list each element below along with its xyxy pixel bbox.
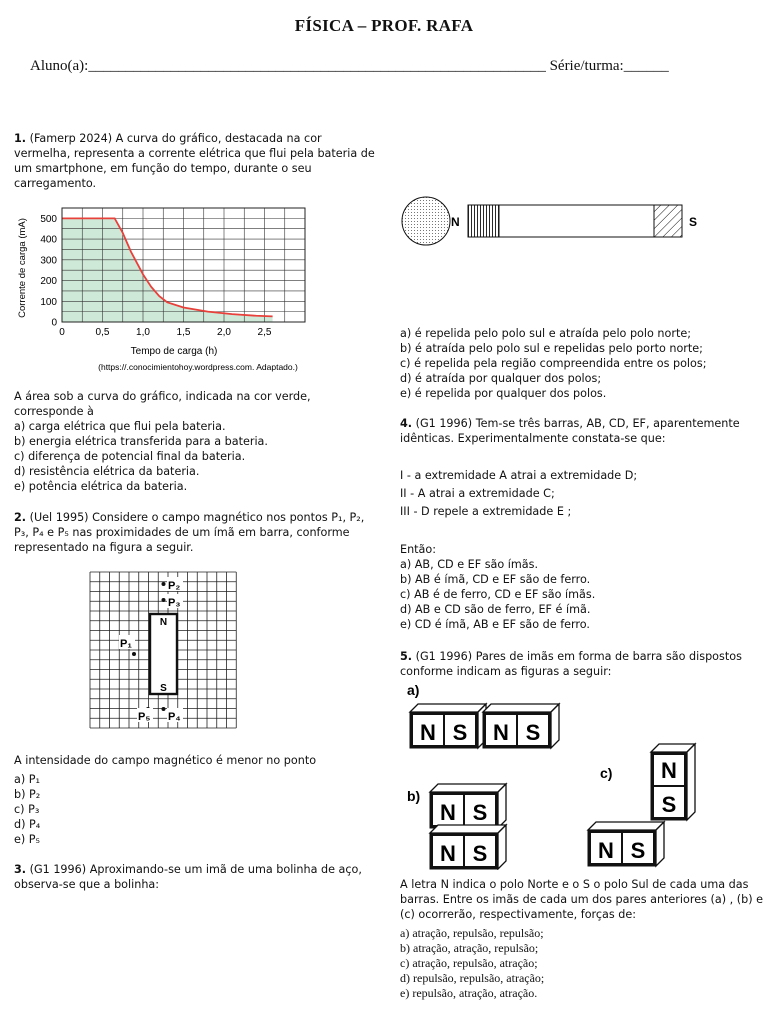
q5-after-line: A letra N indica o polo Norte e o S o polo Sul de cada uma das xyxy=(400,878,749,891)
question-5-options xyxy=(400,877,762,1001)
q2-line: (Uel 1995) Considere o campo magnético nos pontos P₁, P₂, xyxy=(29,511,365,524)
svg-text:S: S xyxy=(472,800,488,825)
question-5-text xyxy=(400,649,760,679)
question-3-options xyxy=(400,326,760,401)
option-a: a) P₁ xyxy=(14,773,41,786)
chart-x-tick-label: 1,0 xyxy=(136,327,150,338)
q5-line: conforme indicam as figuras a seguir: xyxy=(400,665,612,678)
option-a: a) carga elétrica que flui pela bateria. xyxy=(14,420,226,433)
svg-text:S: S xyxy=(452,720,468,745)
option-b: b) AB é ímã, CD e EF são de ferro. xyxy=(400,573,591,586)
q1-after-line: corresponde à xyxy=(14,405,94,418)
chart-x-tick-label: 0,5 xyxy=(95,327,110,338)
magnet-pairs-figure xyxy=(398,680,762,870)
option-b: b) atração, atração, repulsão; xyxy=(400,941,539,955)
page-title: FÍSICA – PROF. RAFA xyxy=(294,16,474,35)
svg-text:S: S xyxy=(525,720,541,745)
question-2-text xyxy=(14,510,374,555)
point-p2 xyxy=(162,582,166,586)
chart-x-axis-label: Tempo de carga (h) xyxy=(130,346,218,357)
svg-text:N: N xyxy=(661,758,677,783)
q1-line: (Famerp 2024) A curva do gráfico, destacada na cor xyxy=(29,132,322,145)
option-b: b) é atraída pelo polo sul e repelidas pelo porto norte; xyxy=(400,342,703,355)
question-4-text xyxy=(400,416,760,446)
label-b: b) xyxy=(407,788,421,804)
charging-current-chart xyxy=(14,205,314,377)
question-4-options xyxy=(400,542,760,632)
svg-text:N: N xyxy=(420,720,436,745)
svg-text:S: S xyxy=(661,792,677,817)
point-p3 xyxy=(162,598,166,602)
q3-line: (G1 1996) Aproximando-se um imã de uma bolinha de aço, xyxy=(29,863,362,876)
then-label: Então: xyxy=(400,543,437,556)
north-pole-label: N xyxy=(159,617,168,628)
steel-ball xyxy=(402,197,450,245)
magnet-b-1 xyxy=(430,784,506,828)
q5-after-line: (c) ocorrerão, respectivamente, forças de: xyxy=(400,908,637,921)
south-pole-label: S xyxy=(689,215,698,229)
q2-line: P₃, P₄ e P₅ nas proximidades de um ímã em barra, conforme xyxy=(14,526,350,539)
option-e: e) P₅ xyxy=(14,833,41,846)
q2-line: representado na figura a seguir. xyxy=(14,541,194,554)
bar-magnet xyxy=(468,205,682,237)
svg-text:N: N xyxy=(440,841,456,866)
q5-after-line: barras. Entre os imãs de cada um dos pares anteriores (a) , (b) e xyxy=(400,893,763,906)
chart-y-tick-label: 0 xyxy=(51,317,57,329)
chart-y-tick-label: 100 xyxy=(40,296,57,308)
svg-text:S: S xyxy=(630,838,646,863)
q1-line: um smartphone, em função do tempo, durante o seu xyxy=(14,162,312,175)
question-3-text xyxy=(14,862,374,892)
chart-x-tick-label: 2,5 xyxy=(257,327,272,338)
option-e: e) CD é ímã, AB e EF são de ferro. xyxy=(400,618,590,631)
option-a: a) é repelida pelo polo sul e atraída pelo polo norte; xyxy=(400,327,691,340)
question-1-number: 1. xyxy=(14,132,27,145)
fact-i: I - a extremidade A atrai a extremidade D; xyxy=(400,469,638,482)
svg-text:S: S xyxy=(472,841,488,866)
option-e: e) potência elétrica da bateria. xyxy=(14,480,188,493)
q1-line: carregamento. xyxy=(14,177,97,190)
south-pole-label: S xyxy=(160,683,167,694)
label-p5: P₅ xyxy=(138,711,151,723)
option-d: d) repulsão, repulsão, atração; xyxy=(400,971,545,985)
option-b: b) energia elétrica transferida para a bateria. xyxy=(14,435,268,448)
chart-y-tick-label: 200 xyxy=(40,276,57,288)
question-3-number: 3. xyxy=(14,863,27,876)
chart-y-tick-label: 400 xyxy=(40,234,57,246)
q1-after-line: A área sob a curva do gráfico, indicada na cor verde, xyxy=(14,390,311,403)
bar-magnet-grid-figure xyxy=(88,570,240,736)
student-line: Aluno(a):_____________________________________________________________ Série/turma:______ xyxy=(30,58,669,74)
option-c: c) AB é de ferro, CD e EF são ímãs. xyxy=(400,588,596,601)
q4-line: idênticas. Experimentalmente constata-se que: xyxy=(400,432,666,445)
magnet-c-horizontal xyxy=(588,822,664,866)
magnet-a-1 xyxy=(410,704,486,748)
label-p2: P₂ xyxy=(168,580,181,592)
option-e: e) repulsão, atração, atração. xyxy=(400,986,538,1000)
label-p4: P₄ xyxy=(168,711,181,723)
option-a: a) atração, repulsão, repulsão; xyxy=(400,926,544,940)
option-c: c) diferença de potencial final da bateria. xyxy=(14,450,246,463)
option-e: e) é repelida por qualquer dos polos. xyxy=(400,387,607,400)
option-d: d) P₄ xyxy=(14,818,41,831)
svg-text:N: N xyxy=(493,720,509,745)
chart-y-tick-label: 300 xyxy=(40,255,57,267)
chart-source: (https://.conocimientohoy.wordpress.com. Adaptado.) xyxy=(98,362,298,372)
question-2-options xyxy=(14,753,374,847)
label-p1: P₁ xyxy=(120,638,132,650)
option-c: c) P₃ xyxy=(14,803,40,816)
label-a: a) xyxy=(407,682,420,698)
chart-y-axis-label: Corrente de carga (mA) xyxy=(17,218,28,318)
option-b: b) P₂ xyxy=(14,788,41,801)
svg-text:N: N xyxy=(440,800,456,825)
question-2-number: 2. xyxy=(14,511,27,524)
q2-question: A intensidade do campo magnético é menor no ponto xyxy=(14,754,317,767)
option-c: c) atração, repulsão, atração; xyxy=(400,956,538,970)
magnet-c-vertical xyxy=(651,744,695,820)
question-1-text xyxy=(14,131,374,191)
magnet-a-2 xyxy=(483,704,559,748)
q4-line: (G1 1996) Tem-se três barras, AB, CD, EF, aparentemente xyxy=(415,417,740,430)
option-a: a) AB, CD e EF são ímãs. xyxy=(400,558,539,571)
option-d: d) resistência elétrica da bateria. xyxy=(14,465,200,478)
option-d: d) AB e CD são de ferro, EF é ímã. xyxy=(400,603,591,616)
point-p4 xyxy=(162,707,166,711)
chart-x-tick-label: 0 xyxy=(59,327,65,338)
chart-x-tick-label: 2,0 xyxy=(217,327,231,338)
chart-x-tick-label: 1,5 xyxy=(176,327,191,338)
question-5-number: 5. xyxy=(400,650,413,663)
question-4-number: 4. xyxy=(400,417,413,430)
south-end xyxy=(654,205,682,237)
north-end xyxy=(468,205,499,237)
option-d: d) é atraída por qualquer dos polos; xyxy=(400,372,602,385)
ball-and-magnet-figure xyxy=(398,196,708,246)
q5-line: (G1 1996) Pares de imãs em forma de barra são dispostos xyxy=(415,650,742,663)
north-pole-label: N xyxy=(451,215,460,229)
magnet-b-2 xyxy=(430,825,506,869)
label-c: c) xyxy=(600,765,613,781)
label-p3: P₃ xyxy=(168,597,181,609)
question-1-options xyxy=(14,389,374,494)
svg-text:N: N xyxy=(598,838,614,863)
chart-y-tick-label: 500 xyxy=(40,213,57,225)
question-4-facts xyxy=(400,467,760,521)
fact-ii: II - A atrai a extremidade C; xyxy=(400,487,555,500)
option-c: c) é repelida pela região compreendida entre os polos; xyxy=(400,357,707,370)
point-p1 xyxy=(132,652,136,656)
q1-line: vermelha, representa a corrente elétrica que flui pela bateria de xyxy=(14,147,375,160)
q3-line: observa-se que a bolinha: xyxy=(14,878,160,891)
fact-iii: III - D repele a extremidade E ; xyxy=(400,505,572,518)
